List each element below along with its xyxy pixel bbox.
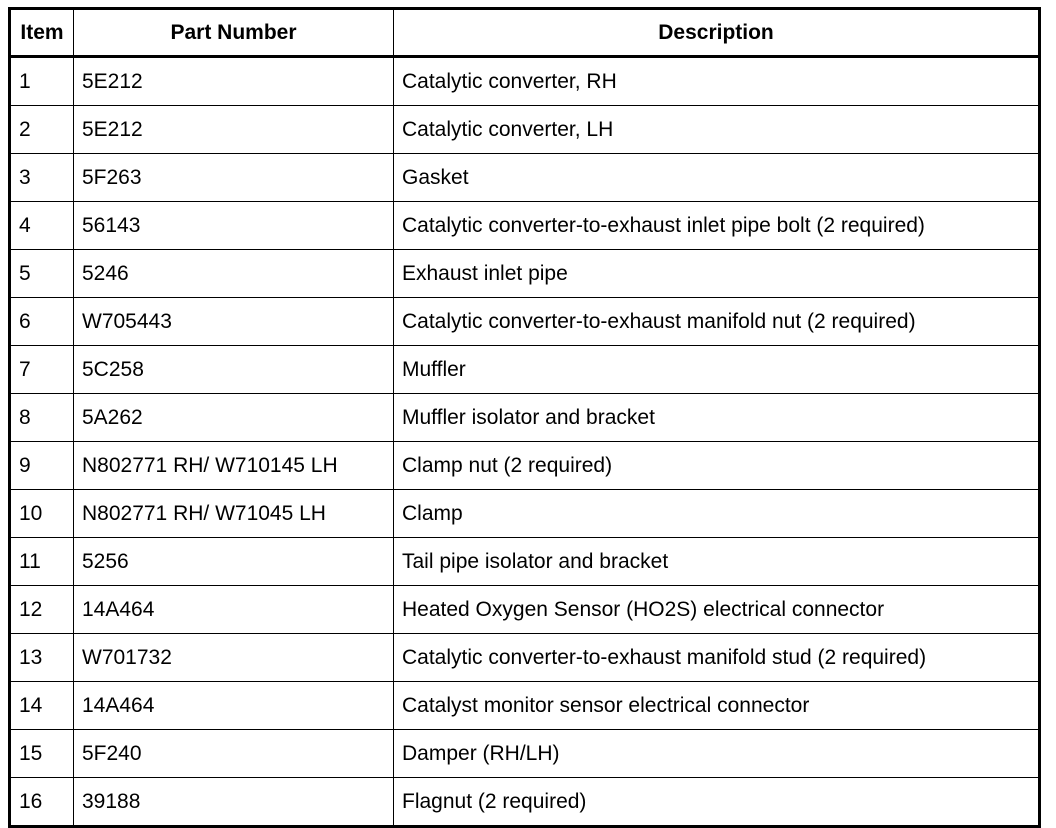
- cell-part-number: 14A464: [74, 682, 394, 730]
- cell-item: 6: [10, 298, 74, 346]
- header-description: Description: [394, 9, 1040, 57]
- cell-item: 16: [10, 778, 74, 827]
- table-row: [10, 730, 1040, 778]
- cell-part-number: 5256: [74, 538, 394, 586]
- table-body: [10, 57, 1040, 827]
- cell-part-number: 14A464: [74, 586, 394, 634]
- cell-item: 2: [10, 106, 74, 154]
- header-item: Item: [10, 9, 74, 57]
- cell-description: Exhaust inlet pipe: [394, 250, 1040, 298]
- cell-description: Flagnut (2 required): [394, 778, 1040, 827]
- cell-item: 9: [10, 442, 74, 490]
- table-row: [10, 442, 1040, 490]
- cell-part-number: W701732: [74, 634, 394, 682]
- cell-description: Gasket: [394, 154, 1040, 202]
- cell-description: Clamp nut (2 required): [394, 442, 1040, 490]
- cell-item: 14: [10, 682, 74, 730]
- table-row: [10, 346, 1040, 394]
- table-row: [10, 538, 1040, 586]
- cell-description: Catalyst monitor sensor electrical connector: [394, 682, 1040, 730]
- cell-part-number: 5E212: [74, 57, 394, 106]
- cell-description: Muffler isolator and bracket: [394, 394, 1040, 442]
- cell-item: 15: [10, 730, 74, 778]
- cell-item: 3: [10, 154, 74, 202]
- table-row: [10, 682, 1040, 730]
- cell-item: 1: [10, 57, 74, 106]
- cell-description: Heated Oxygen Sensor (HO2S) electrical connector: [394, 586, 1040, 634]
- cell-description: Muffler: [394, 346, 1040, 394]
- cell-description: Damper (RH/LH): [394, 730, 1040, 778]
- table-header-row: [10, 9, 1040, 57]
- cell-part-number: 39188: [74, 778, 394, 827]
- cell-item: 5: [10, 250, 74, 298]
- cell-part-number: 5F240: [74, 730, 394, 778]
- table-row: [10, 394, 1040, 442]
- cell-item: 7: [10, 346, 74, 394]
- cell-item: 13: [10, 634, 74, 682]
- cell-description: Catalytic converter-to-exhaust manifold stud (2 required): [394, 634, 1040, 682]
- cell-item: 11: [10, 538, 74, 586]
- table-row: [10, 106, 1040, 154]
- table-row: [10, 250, 1040, 298]
- table-row: [10, 634, 1040, 682]
- cell-description: Catalytic converter-to-exhaust manifold nut (2 required): [394, 298, 1040, 346]
- cell-item: 4: [10, 202, 74, 250]
- cell-part-number: 5F263: [74, 154, 394, 202]
- table-row: [10, 202, 1040, 250]
- parts-table: [8, 7, 1041, 828]
- cell-description: Tail pipe isolator and bracket: [394, 538, 1040, 586]
- table-row: [10, 154, 1040, 202]
- table-row: [10, 57, 1040, 106]
- cell-item: 12: [10, 586, 74, 634]
- cell-description: Catalytic converter, LH: [394, 106, 1040, 154]
- cell-description: Clamp: [394, 490, 1040, 538]
- cell-part-number: N802771 RH/ W71045 LH: [74, 490, 394, 538]
- table-row: [10, 490, 1040, 538]
- cell-part-number: 5C258: [74, 346, 394, 394]
- cell-part-number: W705443: [74, 298, 394, 346]
- cell-item: 8: [10, 394, 74, 442]
- cell-item: 10: [10, 490, 74, 538]
- cell-part-number: 5A262: [74, 394, 394, 442]
- cell-description: Catalytic converter, RH: [394, 57, 1040, 106]
- table-row: [10, 586, 1040, 634]
- cell-description: Catalytic converter-to-exhaust inlet pipe bolt (2 required): [394, 202, 1040, 250]
- header-part-number: Part Number: [74, 9, 394, 57]
- cell-part-number: N802771 RH/ W710145 LH: [74, 442, 394, 490]
- table-row: [10, 298, 1040, 346]
- cell-part-number: 5246: [74, 250, 394, 298]
- table-row: [10, 778, 1040, 827]
- cell-part-number: 5E212: [74, 106, 394, 154]
- cell-part-number: 56143: [74, 202, 394, 250]
